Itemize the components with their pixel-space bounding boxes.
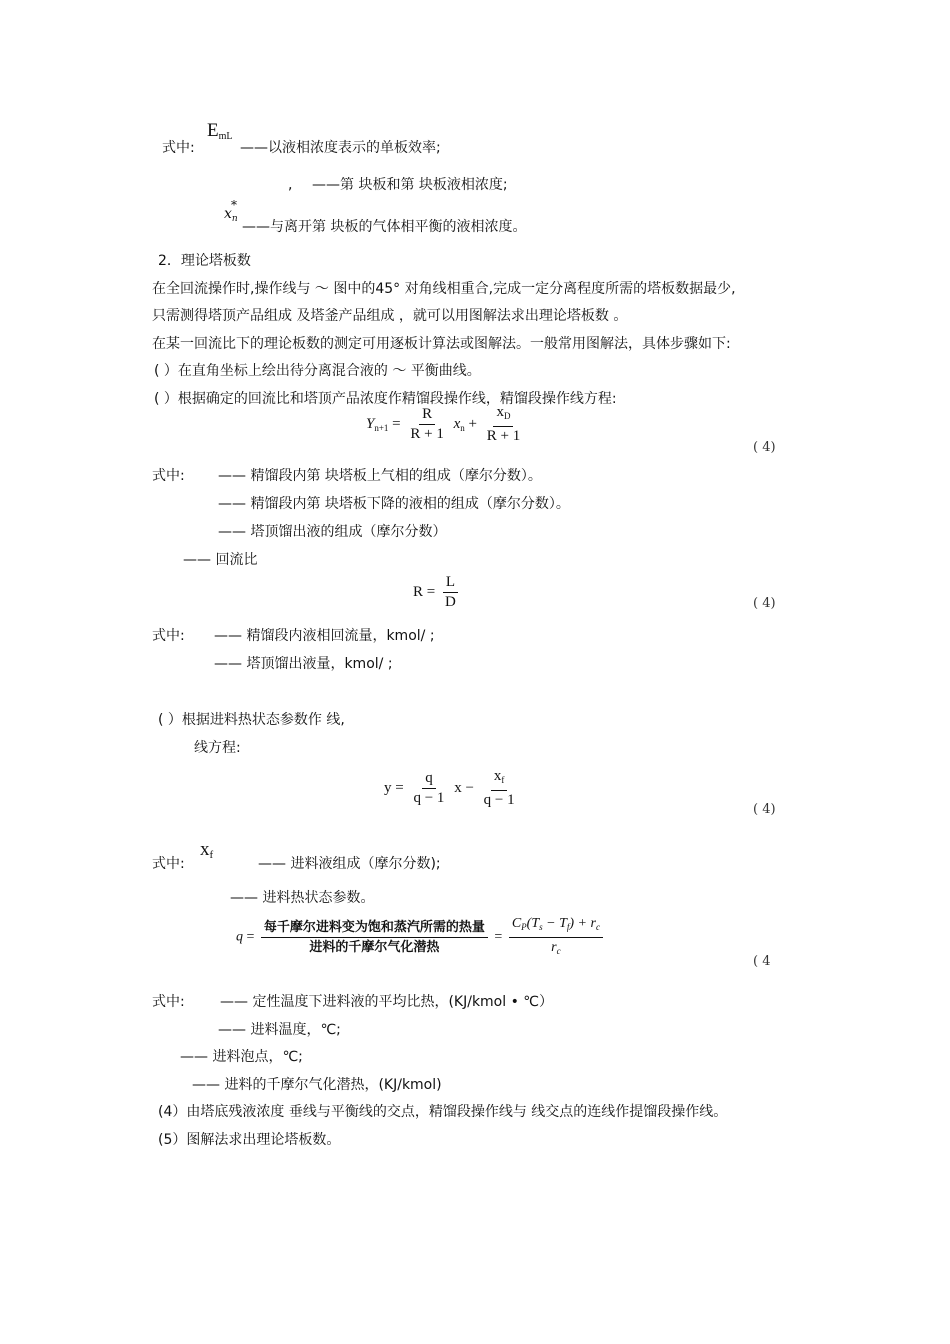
definition-label: 式中: — [152, 468, 185, 484]
section-heading: 2．理论塔板数 — [158, 253, 251, 269]
thermal-state-equation: q = $\frac{\text{每千摩尔进料变为饱和蒸汽所需的热量}}{\text{进料的千摩尔气化潜热}}$ = $\frac{C_P(T_s - T_f) + r_c}{r_c}$ — [236, 915, 606, 960]
definition-item: —— 进料的千摩尔气化潜热，(KJ/kmol) — [192, 1077, 442, 1093]
definition-label: 式中: — [152, 994, 185, 1010]
definition-item: —— 精馏段内第 块塔板上气相的组成（摩尔分数）。 — [218, 468, 542, 484]
equation-number: ( 4 — [753, 954, 771, 969]
equation-number: ( 4) — [753, 596, 776, 611]
definition-label: 式中: — [162, 140, 195, 156]
paragraph-1: 在全回流操作时,操作线与 ～ 图中的45° 对角线相重合,完成一定分离程度所需的塔板数据最少, — [152, 281, 736, 297]
definition-item: —— 进料温度，℃; — [218, 1022, 341, 1038]
liquid-conc-desc: ——第 块板和第 块板液相浓度; — [312, 177, 508, 193]
definition-item: —— 塔顶馏出液量，kmol/ ; — [214, 656, 393, 672]
definition-item: —— 精馏段内第 块塔板下降的液相的组成（摩尔分数）。 — [218, 496, 570, 512]
step-4: (4）由塔底残液浓度 垂线与平衡线的交点，精馏段操作线与 线交点的连线作提馏段操作线。 — [158, 1104, 728, 1120]
paragraph-3: 在某一回流比下的理论板数的测定可用逐板计算法或图解法。一般常用图解法，具体步骤如下: — [152, 336, 731, 352]
definition-item: —— 定性温度下进料液的平均比热，(KJ/kmol • ℃） — [220, 994, 554, 1010]
equation-number: ( 4) — [753, 802, 776, 817]
step-3-subline: 线方程: — [194, 740, 241, 756]
equilibrium-desc: ——与离开第 块板的气体相平衡的液相浓度。 — [242, 219, 527, 235]
step-5: (5）图解法求出理论塔板数。 — [158, 1132, 341, 1148]
step-1: ( ）在直角坐标上绘出待分离混合液的 ～ 平衡曲线。 — [154, 363, 481, 379]
reflux-ratio-equation: R = $\frac{L}{D}$ — [413, 574, 462, 611]
definition-comma: , — [288, 177, 293, 193]
symbol-xn-star: $x_n$ * — [224, 198, 238, 224]
definition-item: —— 塔顶馏出液的组成（摩尔分数） — [218, 524, 447, 540]
q-line-equation: y = $\frac{q}{q - 1}$ x − $\frac{x_f}{q - 1}$ — [384, 768, 515, 808]
step-3: ( ）根据进料热状态参数作 线, — [158, 712, 345, 728]
definition-item: —— 精馏段内液相回流量，kmol/ ; — [214, 628, 435, 644]
definition-item: —— 进料液组成（摩尔分数); — [258, 856, 441, 872]
definition-label: 式中: — [152, 856, 185, 872]
efficiency-desc: ——以液相浓度表示的单板效率; — [240, 140, 441, 156]
definition-item: —— 进料热状态参数。 — [230, 890, 375, 906]
definition-item: —— 进料泡点，℃; — [180, 1049, 303, 1065]
definition-label: 式中: — [152, 628, 185, 644]
definition-item: —— 回流比 — [183, 552, 258, 568]
paragraph-2: 只需测得塔顶产品组成 及塔釜产品组成 ，就可以用图解法求出理论塔板数 。 — [152, 308, 628, 324]
symbol-emv: $E_{mL}$ — [207, 120, 233, 142]
step-2: ( ）根据确定的回流比和塔顶产品浓度作精馏段操作线，精馏段操作线方程: — [154, 391, 617, 407]
equation-number: ( 4) — [753, 440, 776, 455]
symbol-xf: $x_f$ — [200, 839, 214, 861]
operating-line-equation: $Y_{n+1}$ = $\frac{R}{R + 1}$ $x_n$ + $\frac{x_D}{R + 1}$ — [366, 404, 521, 444]
